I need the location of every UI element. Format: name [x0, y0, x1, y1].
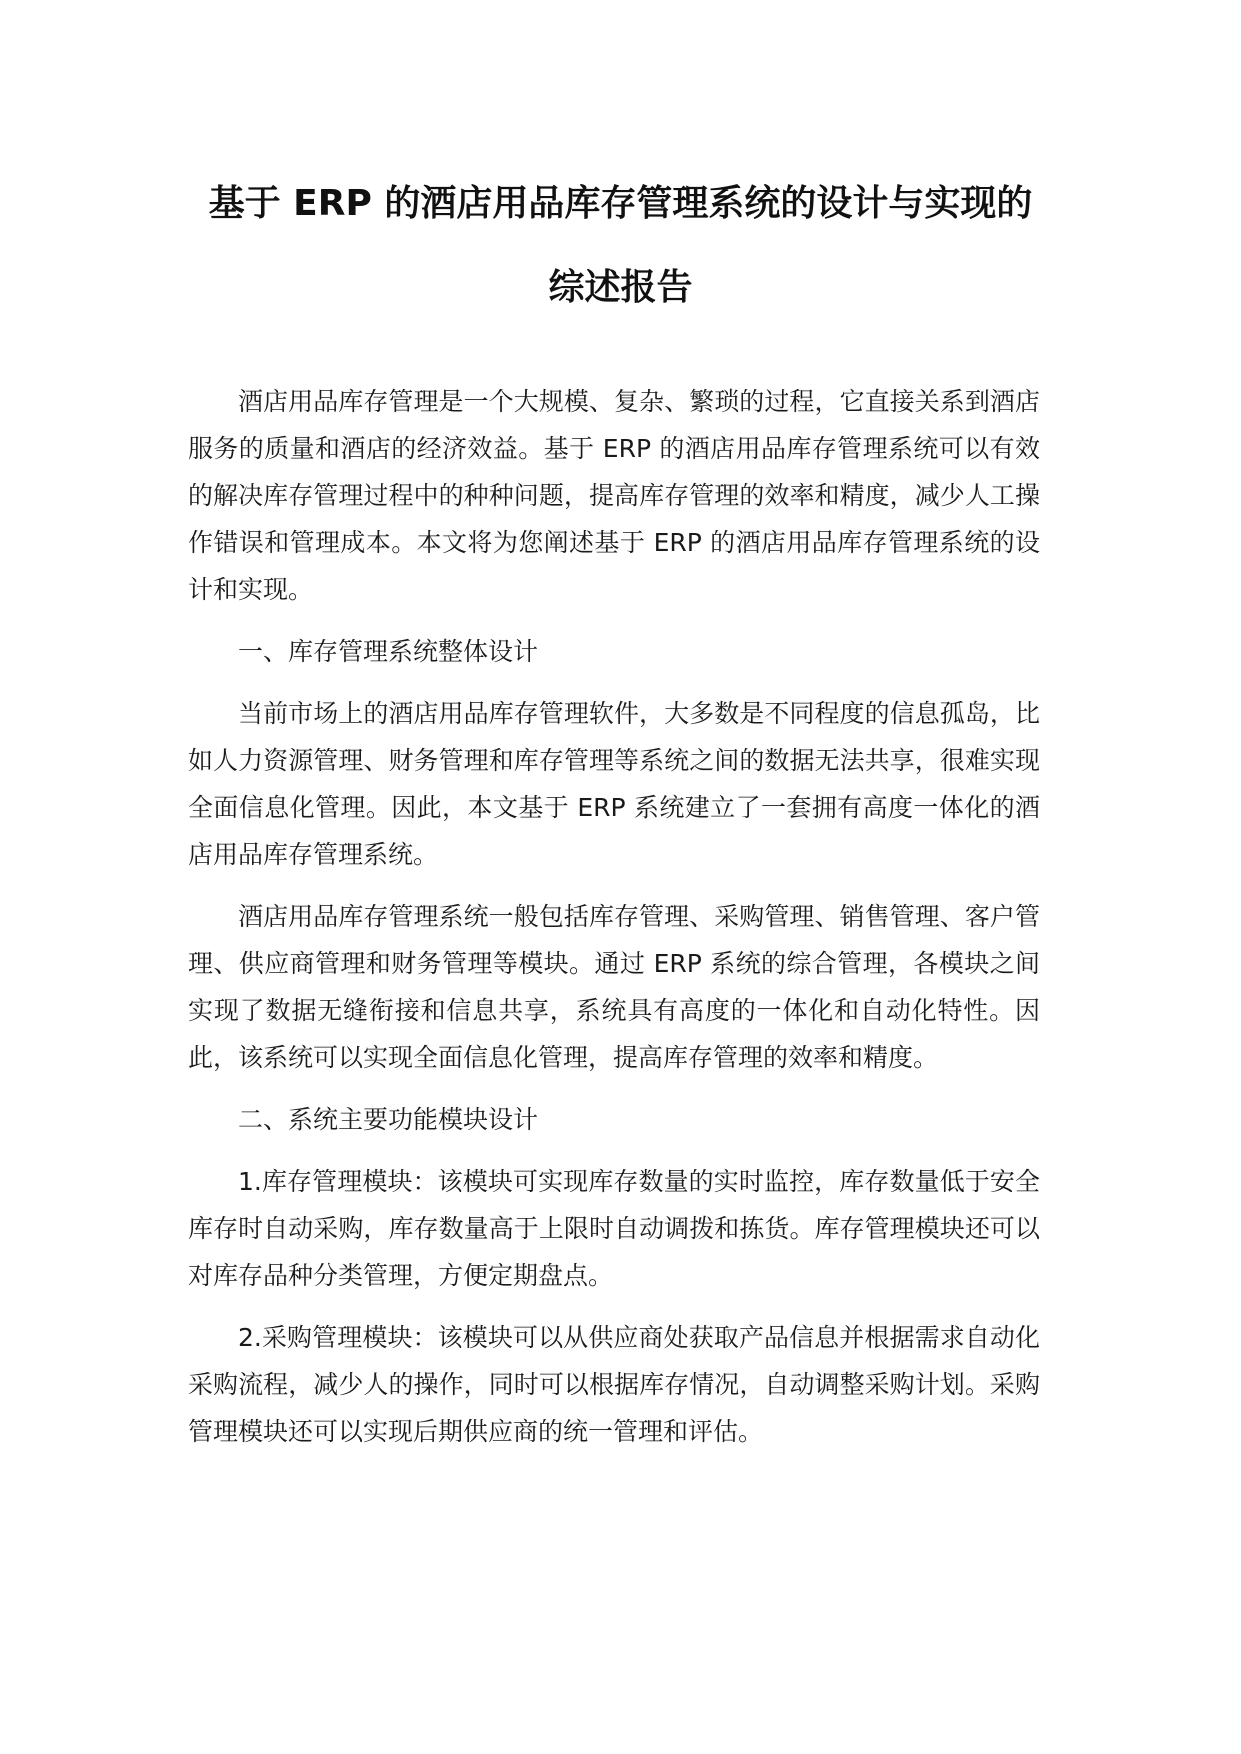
section-heading-1: 一、库存管理系统整体设计 — [238, 637, 539, 666]
document-title-line-2: 综述报告 — [548, 267, 693, 308]
document-title-line-1: 基于 ERP 的酒店用品库存管理系统的设计与实现的 — [208, 183, 1033, 224]
section-heading-2: 二、系统主要功能模块设计 — [238, 1105, 539, 1134]
section-1-paragraph-1: 当前市场上的酒店用品库存管理软件，大多数是不同程度的信息孤岛，比如人力资源管理、财务管理和库存管理等系统之间的数据无法共享，很难实现全面信息化管理。因此，本文基于 ERP 系统建立了一套拥有高度一体化的酒店用品库存管理系统。 — [188, 699, 1040, 869]
module-purchasing-paragraph: 2.采购管理模块：该模块可以从供应商处获取产品信息并根据需求自动化采购流程，减少人的操作，同时可以根据库存情况，自动调整采购计划。采购管理模块还可以实现后期供应商的统一管理和评估。 — [188, 1323, 1040, 1446]
document-body — [188, 378, 1040, 1470]
module-inventory-paragraph: 1.库存管理模块：该模块可实现库存数量的实时监控，库存数量低于安全库存时自动采购，库存数量高于上限时自动调拨和拣货。库存管理模块还可以对库存品种分类管理，方便定期盘点。 — [188, 1167, 1040, 1290]
section-1-paragraph-2: 酒店用品库存管理系统一般包括库存管理、采购管理、销售管理、客户管理、供应商管理和财务管理等模块。通过 ERP 系统的综合管理，各模块之间实现了数据无缝衔接和信息共享，系统具有高度的一体化和自动化特性。因此，该系统可以实现全面信息化管理，提高库存管理的效率和精度。 — [188, 902, 1040, 1072]
intro-paragraph: 酒店用品库存管理是一个大规模、复杂、繁琐的过程，它直接关系到酒店服务的质量和酒店的经济效益。基于 ERP 的酒店用品库存管理系统可以有效的解决库存管理过程中的种种问题，提高库存管理的效率和精度，减少人工操作错误和管理成本。本文将为您阐述基于 ERP 的酒店用品库存管理系统的设计和实现。 — [188, 387, 1040, 604]
